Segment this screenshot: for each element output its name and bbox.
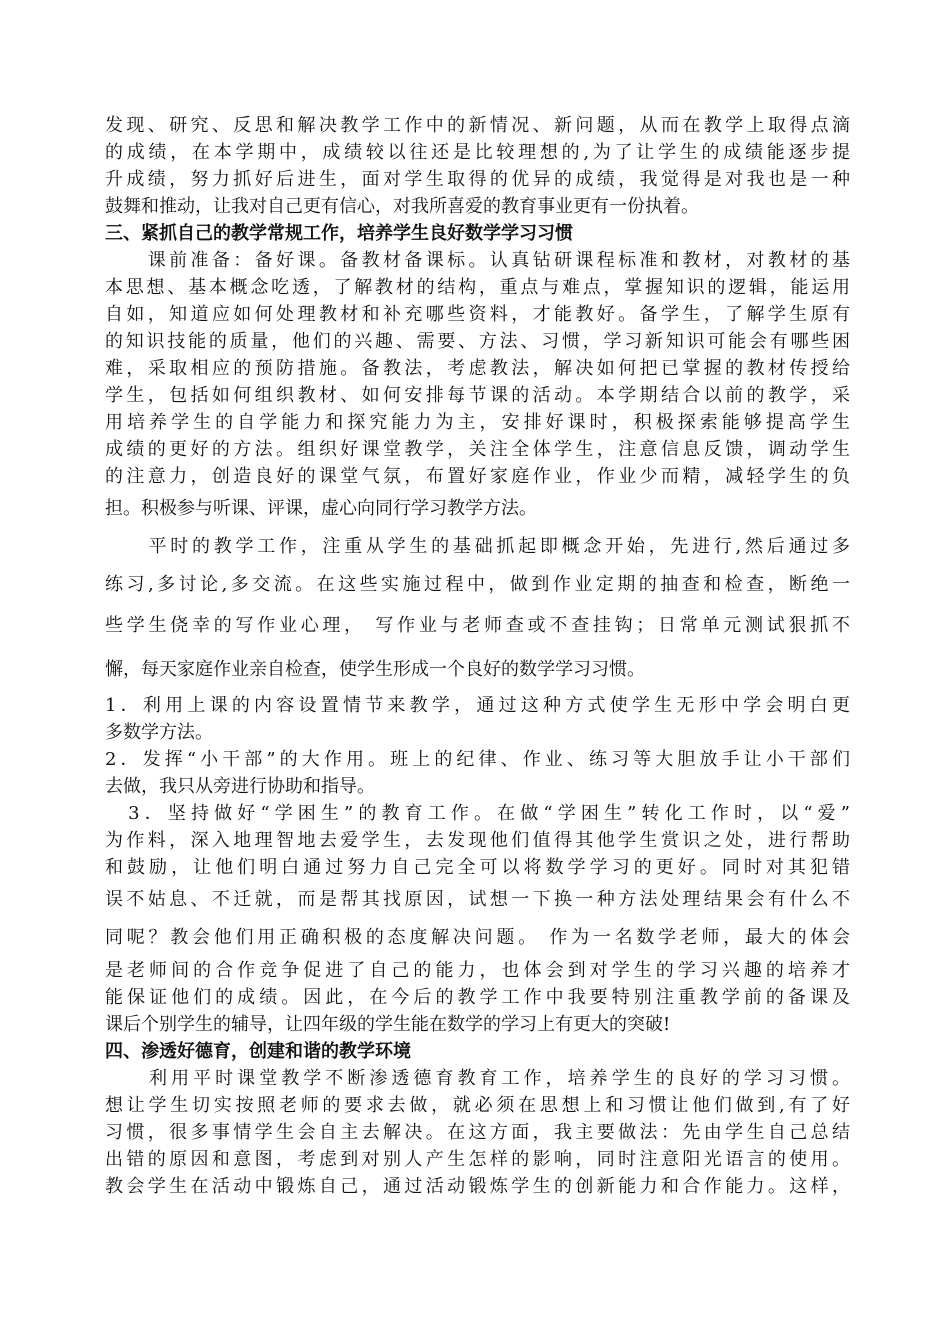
text-line: 练习,多讨论,多交流。在这些实施过程中，做到作业定期的抽查和检查，断绝一 xyxy=(105,574,850,595)
text-line: 自如，知道应如何处理教材和补充哪些资料，才能教好。备学生，了解学生原有 xyxy=(105,304,850,325)
text-line: 学生，包括如何组织教材、如何安排每节课的活动。本学期结合以前的教学，采 xyxy=(105,385,850,406)
paragraph-moral-education xyxy=(105,1065,850,1200)
paragraph-daily-teaching xyxy=(105,528,850,692)
text-line: 利用平时课堂教学不断渗透德育教育工作，培养学生的良好的学习习惯。 xyxy=(105,1068,850,1089)
text-line: 教会学生在活动中锻炼自己，通过活动锻炼学生的创新能力和合作能力。这样， xyxy=(105,1176,850,1197)
text-line: 课后个别学生的辅导，让四年级的学生能在数学的学习上有更大的突破! xyxy=(105,1014,671,1035)
text-line: 出错的原因和意图，考虑到对别人产生怎样的影响，同时注意阳光语言的使用。 xyxy=(105,1149,850,1170)
list-item-3 xyxy=(105,800,850,1038)
text-line: 习惯，很多事情学生会自主去解决。在这方面，我主要做法：先由学生自己总结 xyxy=(105,1122,850,1143)
text-line: 3．坚持做好“学困生”的教育工作。在做“学困生”转化工作时，以“爱” xyxy=(105,803,850,824)
text-line: 和鼓励，让他们明白通过努力自己完全可以将数学学习的更好。同时对其犯错 xyxy=(105,857,850,878)
text-line: 鼓舞和推动，让我对自己更有信心，对我所喜爱的教育事业更有一份执着。 xyxy=(105,196,699,217)
text-line: 发现、研究、反思和解决教学工作中的新情况、新问题，从而在教学上取得点滴 xyxy=(105,115,850,136)
document-page xyxy=(105,112,850,1200)
text-line: 误不姑息、不迁就，而是帮其找原因，试想一下换一种方法处理结果会有什么不 xyxy=(105,889,850,910)
text-line: 些学生侥幸的写作业心理， 写作业与老师查或不查挂钩；日常单元测试狠抓不 xyxy=(105,615,850,636)
text-line: 1．利用上课的内容设置情节来教学，通过这种方式使学生无形中学会明白更 xyxy=(105,695,850,716)
list-item-1 xyxy=(105,692,850,746)
text-line: 是老师间的合作竞争促进了自己的能力，也体会到对学生的学习兴趣的培养才 xyxy=(105,960,850,981)
text-line: 同呢？教会他们用正确积极的态度解决问题。 作为一名数学老师，最大的体会 xyxy=(105,927,850,948)
text-line: 难，采取相应的预防措施。备教法，考虑教法，解决如何把已掌握的教材传授给 xyxy=(105,358,850,379)
text-line: 的成绩，在本学期中，成绩较以往还是比较理想的,为了让学生的成绩能逐步提 xyxy=(105,142,850,163)
text-line: 成绩的更好的方法。组织好课堂教学，关注全体学生，注意信息反馈，调动学生 xyxy=(105,439,850,460)
section-heading-3: 三、紧抓自己的教学常规工作，培养学生良好数学学习习惯 xyxy=(105,223,573,244)
paragraph-intro xyxy=(105,112,850,220)
paragraph-lesson-prep xyxy=(105,247,850,528)
text-line: 的知识技能的质量，他们的兴趣、需要、方法、习惯，学习新知识可能会有哪些困 xyxy=(105,331,850,352)
text-line: 用培养学生的自学能力和探究能力为主，安排好课时，积极探索能够提高学生 xyxy=(105,412,850,433)
text-line: 担。积极参与听课、评课，虚心向同行学习教学方法。 xyxy=(105,498,537,519)
text-line: 为作料，深入地理智地去爱学生，去发现他们值得其他学生赏识之处，进行帮助 xyxy=(105,830,850,851)
text-line: 的注意力，创造良好的课堂气氛，布置好家庭作业，作业少而精，减轻学生的负 xyxy=(105,466,850,487)
text-line: 2．发挥“小干部”的大作用。班上的纪律、作业、练习等大胆放手让小干部们 xyxy=(105,749,850,770)
text-line: 平时的教学工作，注重从学生的基础抓起即概念开始，先进行,然后通过多 xyxy=(105,536,850,557)
section-heading-4: 四、渗透好德育，创建和谐的教学环境 xyxy=(105,1041,411,1062)
text-line: 去做，我只从旁进行协助和指导。 xyxy=(105,776,375,797)
text-line: 能保证他们的成绩。因此，在今后的教学工作中我要特别注重教学前的备课及 xyxy=(105,987,850,1008)
text-line: 懈，每天家庭作业亲自检查，使学生形成一个良好的数学学习习惯。 xyxy=(105,659,645,680)
text-line: 多数学方法。 xyxy=(105,722,213,743)
text-line: 课前准备：备好课。备教材备课标。认真钻研课程标准和教材，对教材的基 xyxy=(105,250,850,271)
list-item-2 xyxy=(105,746,850,800)
text-line: 本思想、基本概念吃透，了解教材的结构，重点与难点，掌握知识的逻辑，能运用 xyxy=(105,277,850,298)
text-line: 想让学生切实按照老师的要求去做，就必须在思想上和习惯让他们做到,有了好 xyxy=(105,1095,850,1116)
text-line: 升成绩，努力抓好后进生，面对学生取得的优异的成绩，我觉得是对我也是一种 xyxy=(105,169,850,190)
